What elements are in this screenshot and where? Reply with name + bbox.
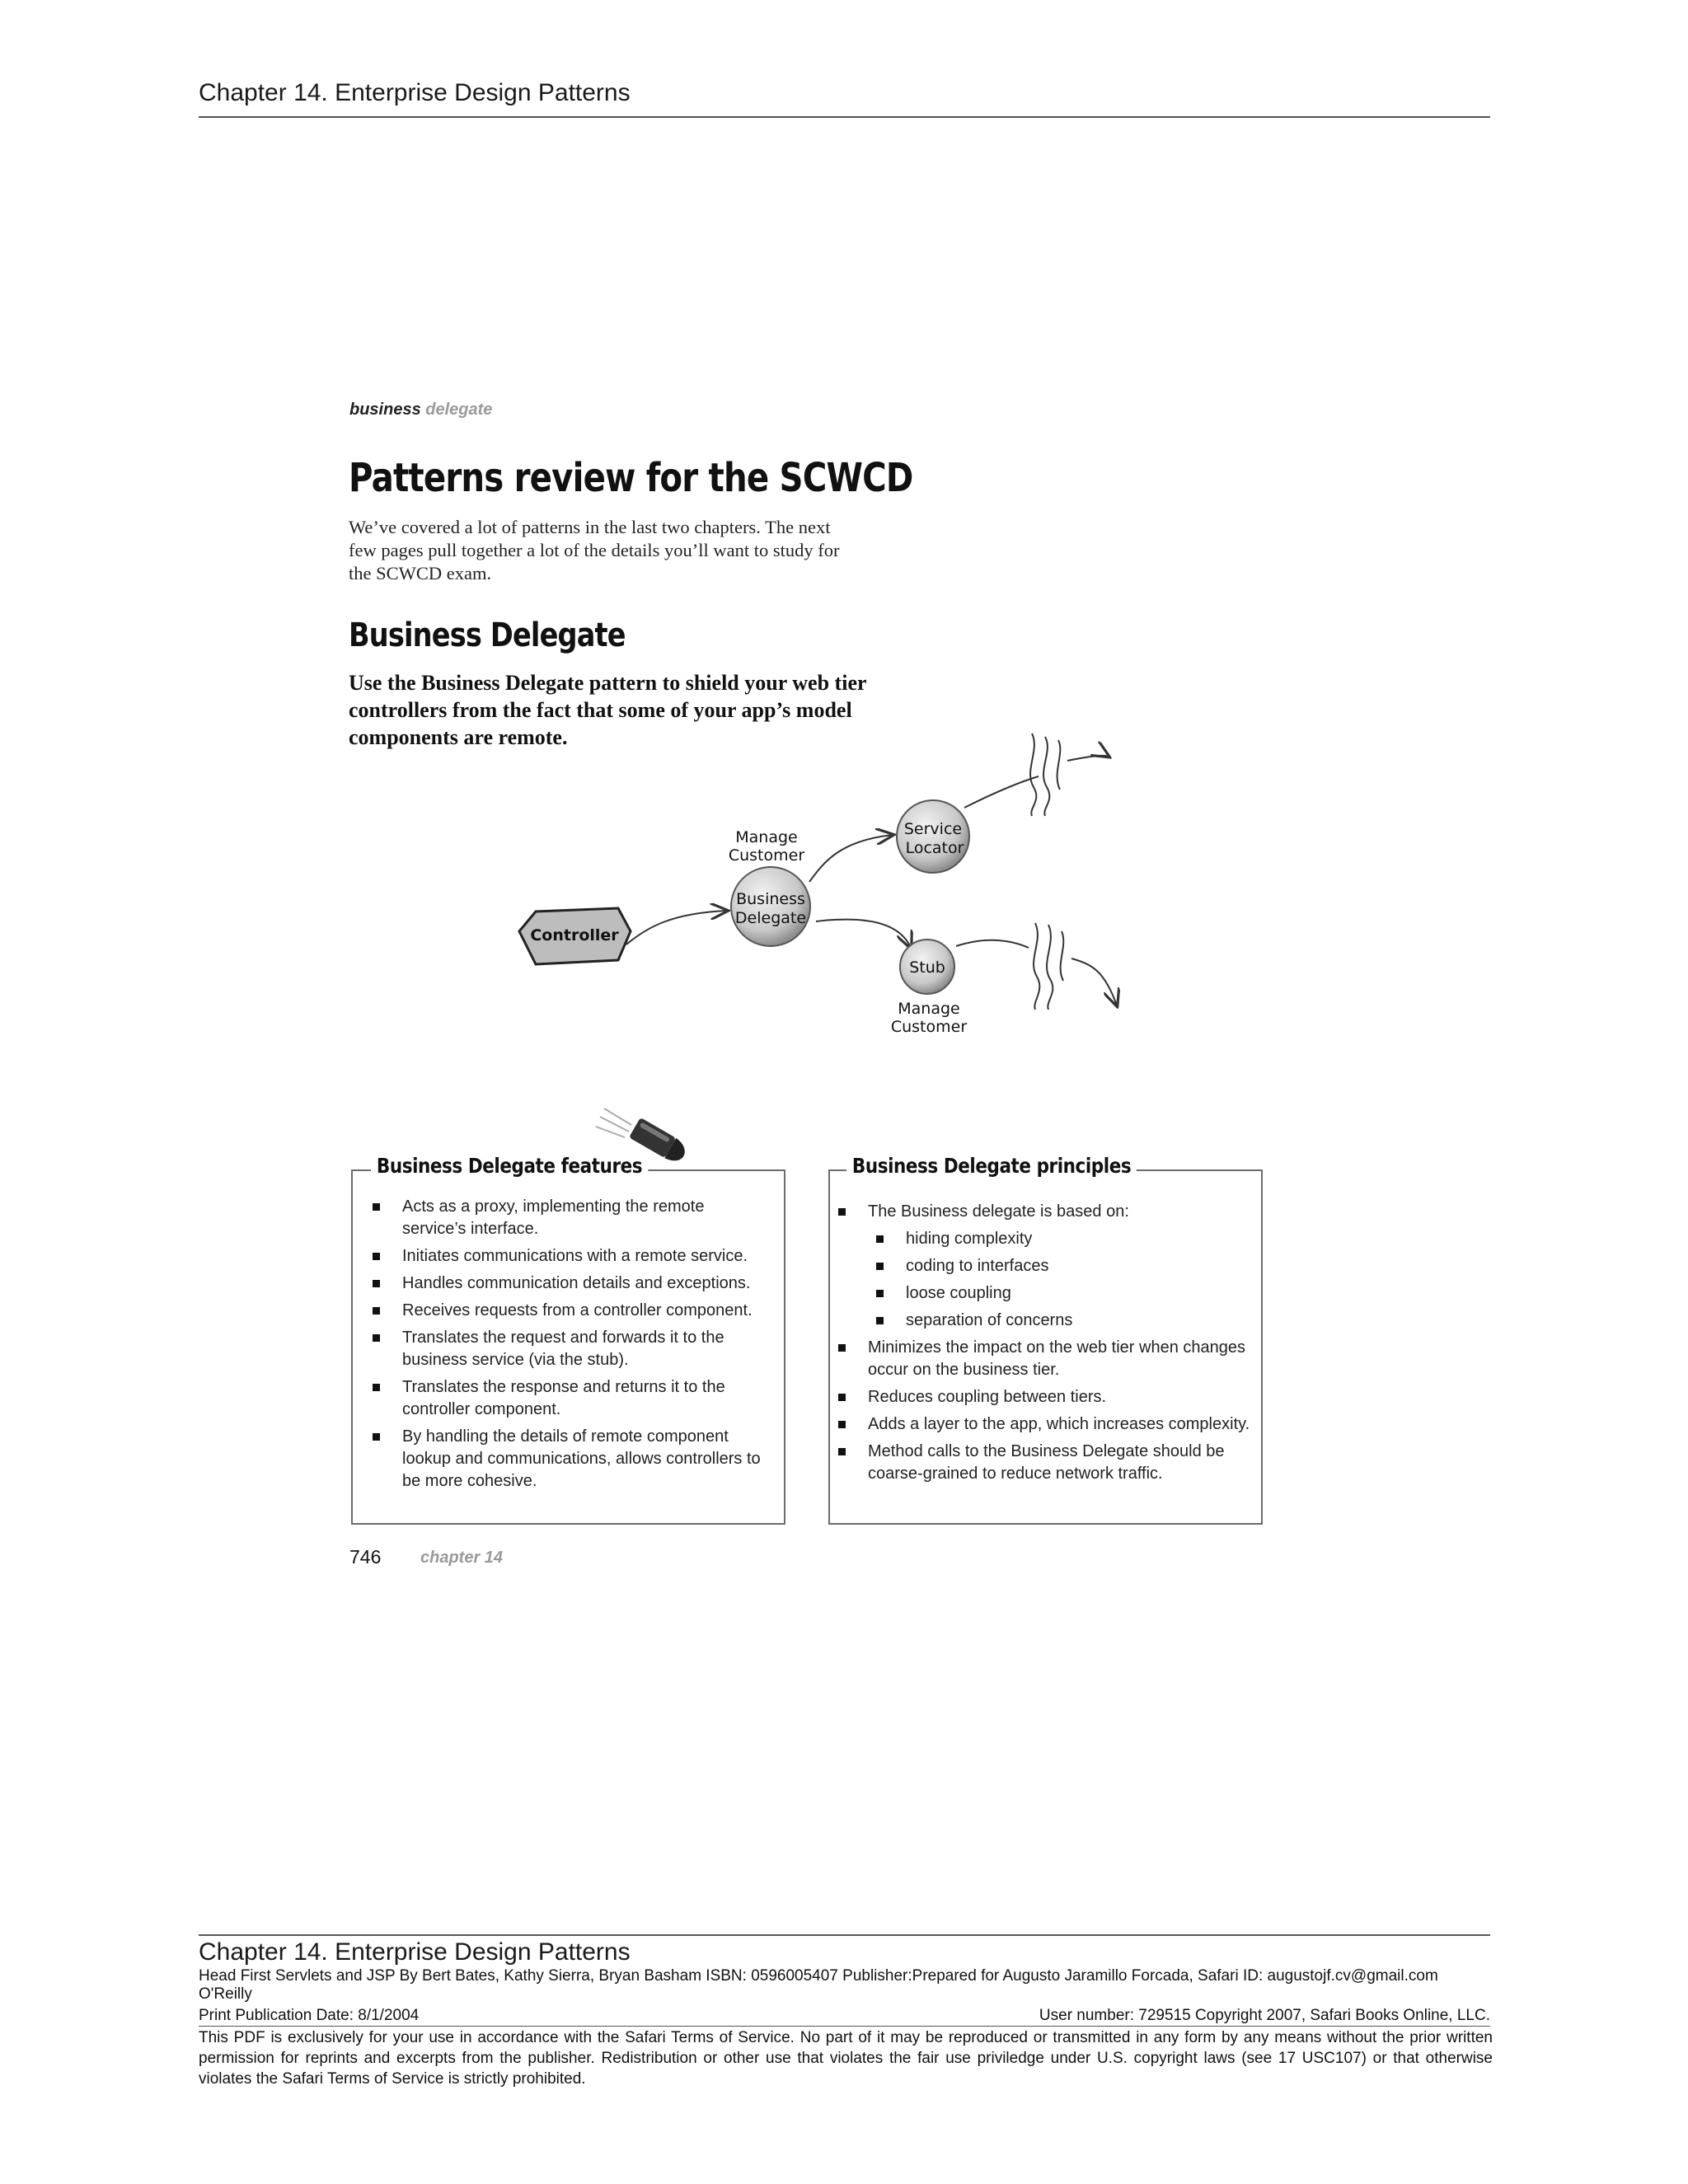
stub-node xyxy=(900,940,954,994)
section-tag-part2: delegate xyxy=(425,401,493,419)
features-item: Receives requests from a controller component. xyxy=(364,1300,772,1322)
stub-remote-line xyxy=(956,940,1029,948)
principles-item: Adds a layer to the app, which increases complexity. xyxy=(830,1413,1250,1436)
intro-paragraph: We’ve covered a lot of patterns in the last two chapters. The next few pages pull together a lot of the details you’ll want to study for the SCWCD exam. xyxy=(349,517,840,583)
business-delegate-diagram xyxy=(495,725,1154,1055)
footer-legal-notice: This PDF is exclusively for your use in accordance with the Safari Terms of Service. No part of it may be reproduced or transmitted in any form by any means without the prior written permission for reprints and excerpts from the publisher. Redistribution or other use that violates the fair use priviledge under U.S. copyright laws (see 17 USC107) or that otherwise violates the Safari Terms of Service is strictly prohibited. xyxy=(199,2029,1493,2088)
locator-remote-arrow xyxy=(1067,756,1109,761)
features-list xyxy=(364,1196,772,1497)
principles-item: Reduces coupling between tiers. xyxy=(830,1386,1250,1408)
features-item: Acts as a proxy, implementing the remote service’s interface. xyxy=(364,1196,772,1240)
principles-box xyxy=(828,1154,1263,1525)
delegate-caption-line2: Customer xyxy=(728,846,805,865)
stub-caption-line1: Manage xyxy=(898,1000,960,1018)
principles-list xyxy=(830,1201,1250,1490)
locator-remote-line xyxy=(964,776,1039,808)
page-title: Patterns review for the SCWCD xyxy=(349,455,913,501)
running-header: Chapter 14. Enterprise Design Patterns xyxy=(199,79,631,106)
features-item: Initiates communications with a remote service. xyxy=(364,1245,772,1268)
footer-print-date: Print Publication Date: 8/1/2004 xyxy=(199,2007,420,2024)
features-item: Handles communication details and exceptions. xyxy=(364,1272,772,1295)
stub-remote-arrow xyxy=(1071,958,1117,1005)
principles-sub-item: coding to interfaces xyxy=(830,1255,1250,1277)
footer-publisher: O'Reilly xyxy=(199,1985,252,2003)
footer-rule xyxy=(199,1934,1490,1936)
principles-box-title: Business Delegate principles xyxy=(846,1155,1137,1177)
arrow-controller-to-delegate xyxy=(626,911,727,944)
stub-caption-line2: Customer xyxy=(890,1018,968,1036)
principles-sub-item: loose coupling xyxy=(830,1282,1250,1305)
principles-sub-item: hiding complexity xyxy=(830,1228,1250,1250)
network-break-top xyxy=(1030,733,1060,816)
features-item: Translates the response and returns it to the controller component. xyxy=(364,1376,772,1421)
footer-rule-secondary xyxy=(199,2026,1490,2027)
principles-item: Method calls to the Business Delegate should be coarse-grained to reduce network traffic. xyxy=(830,1441,1250,1485)
features-item: Translates the request and forwards it to the business service (via the stub). xyxy=(364,1327,772,1371)
features-box xyxy=(351,1154,785,1525)
delegate-caption-line1: Manage xyxy=(735,828,798,846)
header-rule xyxy=(199,116,1490,118)
arrow-delegate-to-locator xyxy=(809,835,893,882)
chapter-tag: chapter 14 xyxy=(420,1549,504,1567)
business-delegate-label-line2: Delegate xyxy=(734,909,807,927)
features-item: By handling the details of remote component lookup and communications, allows controllers to be more cohesive. xyxy=(364,1426,772,1493)
lead-paragraph: Use the Business Delegate pattern to shield your web tier controllers from the fact that some of your app’s model components are remote. xyxy=(349,671,867,749)
principles-item: Minimizes the impact on the web tier when changes occur on the business tier. xyxy=(830,1337,1250,1381)
section-tag xyxy=(349,401,492,419)
stub-label: Stub xyxy=(909,958,945,977)
footer-user-copyright: User number: 729515 Copyright 2007, Safari Books Online, LLC. xyxy=(1039,2007,1490,2024)
footer-chapter-title: Chapter 14. Enterprise Design Patterns xyxy=(199,1938,631,1966)
section-tag-part1: business xyxy=(349,401,421,419)
controller-node xyxy=(519,908,631,964)
section-subtitle: Business Delegate xyxy=(349,616,626,654)
service-locator-label-line1: Service xyxy=(903,820,963,838)
network-break-bottom xyxy=(1034,923,1063,1010)
page-number: 746 xyxy=(349,1546,382,1568)
service-locator-label-line2: Locator xyxy=(905,839,964,857)
footer-book-info: Head First Servlets and JSP By Bert Bates, Kathy Sierra, Bryan Basham ISBN: 0596005407 Publisher:Prepared for Augusto Jaramillo Forcada, Safari ID: augustojf.cv@gmail.com xyxy=(199,1967,1438,1985)
principles-sub-item: separation of concerns xyxy=(830,1310,1250,1332)
business-delegate-node xyxy=(731,867,810,946)
arrow-delegate-to-stub xyxy=(816,920,911,948)
controller-label: Controller xyxy=(530,926,619,944)
principles-intro: The Business delegate is based on: xyxy=(830,1201,1250,1223)
business-delegate-label-line1: Business xyxy=(736,890,805,908)
features-box-title: Business Delegate features xyxy=(371,1155,648,1177)
service-locator-node xyxy=(897,800,969,873)
